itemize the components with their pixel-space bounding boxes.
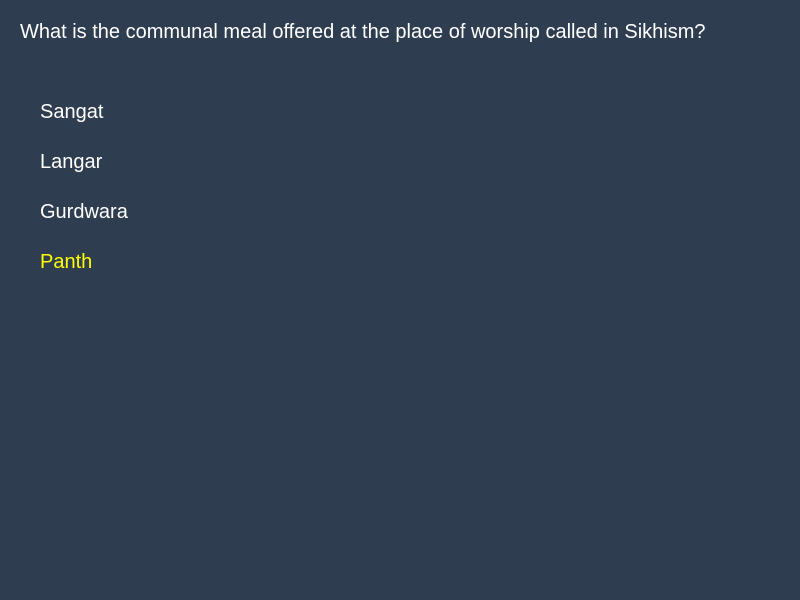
question-text: What is the communal meal offered at the place of worship called in Sikhism? — [20, 21, 706, 43]
answer-option-langar[interactable]: Langar — [40, 151, 103, 173]
answer-option-gurdwara[interactable]: Gurdwara — [40, 201, 128, 223]
answer-options-list — [40, 100, 128, 300]
answer-option-panth[interactable]: Panth — [40, 251, 93, 273]
answer-option-sangat[interactable]: Sangat — [40, 101, 104, 123]
